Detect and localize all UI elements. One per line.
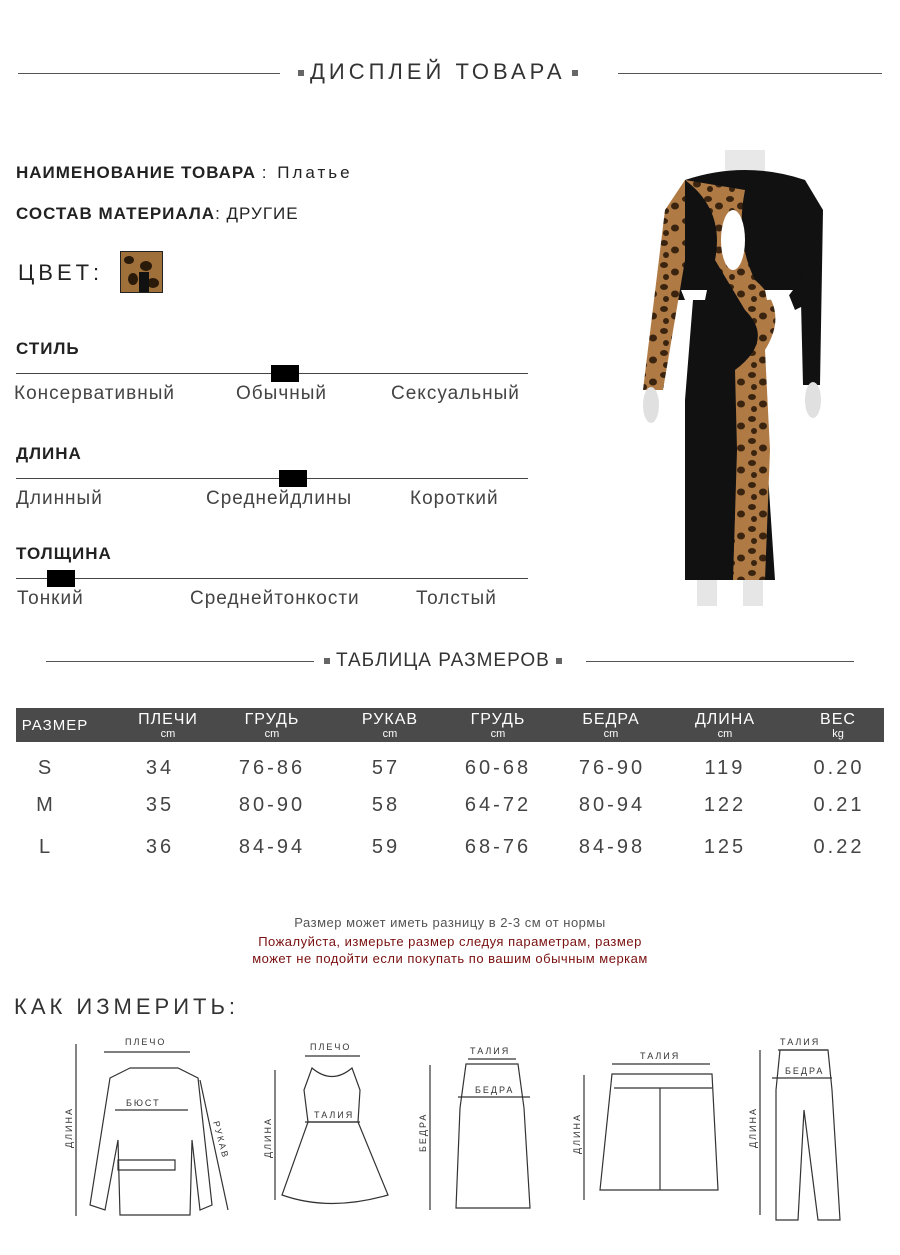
- scale-option: Сексуальный: [391, 383, 520, 404]
- table-cell: 68-76: [464, 836, 532, 858]
- material-label: СОСТАВ МАТЕРИАЛА: [16, 204, 216, 223]
- diagram-label: ДЛИНА: [572, 1113, 582, 1154]
- table-cell: S: [37, 757, 55, 779]
- diagram-label: БЕДРА: [785, 1066, 825, 1076]
- scale-title-style: СТИЛЬ: [16, 339, 80, 358]
- howto-title: КАК ИЗМЕРИТЬ:: [14, 994, 239, 1019]
- measure-diagrams: [0, 1030, 900, 1250]
- scale-option: Тонкий: [17, 588, 84, 609]
- size-title-text: ТАБЛИЦА РАЗМЕРОВ: [336, 650, 550, 671]
- scale-line-thickness: [16, 578, 528, 579]
- table-cell: 0.20: [813, 757, 865, 779]
- dress-illustration: [615, 150, 875, 610]
- product-name-row: [16, 163, 353, 183]
- table-cell: 59: [371, 836, 401, 858]
- header-divider-right: [618, 73, 882, 74]
- col-header-size: РАЗМЕР: [21, 717, 89, 734]
- scale-title-thickness: ТОЛЩИНА: [16, 544, 112, 563]
- diagram-label: РУКАВ: [211, 1119, 231, 1160]
- size-note: Размер может иметь разницу в 2-3 см от нормы: [294, 915, 606, 930]
- table-cell: 76-86: [238, 757, 306, 779]
- material-value: : ДРУГИЕ: [215, 204, 299, 223]
- col-header-chest: ГРУДЬ cm: [244, 711, 300, 740]
- scale-title-length: ДЛИНА: [16, 444, 82, 463]
- table-cell: M: [36, 794, 56, 816]
- product-name-label: НАИМЕНОВАНИЕ ТОВАРА: [16, 163, 257, 182]
- scale-option: Среднейтонкости: [190, 588, 360, 609]
- table-cell: 64-72: [464, 794, 532, 816]
- table-cell: 0.21: [813, 794, 865, 816]
- scale-option: Обычный: [236, 383, 327, 404]
- table-cell: 35: [145, 794, 175, 816]
- table-cell: 76-90: [578, 757, 646, 779]
- diagram-label: БЕДРА: [418, 1112, 428, 1152]
- display-section-title: [292, 59, 584, 85]
- col-header-weight: ВЕС kg: [820, 711, 856, 740]
- table-cell: 80-90: [238, 794, 306, 816]
- scale-marker-thickness: [47, 570, 75, 587]
- warning-note-line1: Пожалуйста, измерьте размер следуя параметрам, размер: [258, 934, 642, 949]
- scale-option: Консервативный: [14, 383, 175, 404]
- table-cell: 57: [371, 757, 401, 779]
- leopard-swatch-icon: [121, 252, 162, 292]
- diagram-label: ТАЛИЯ: [780, 1037, 821, 1047]
- table-cell: 84-98: [578, 836, 646, 858]
- header-divider-left: [18, 73, 280, 74]
- table-cell: 125: [703, 836, 747, 858]
- square-bullet-icon: [572, 70, 578, 76]
- square-bullet-icon: [298, 70, 304, 76]
- square-bullet-icon: [324, 658, 330, 664]
- table-cell: 60-68: [464, 757, 532, 779]
- display-title-text: ДИСПЛЕЙ ТОВАРА: [310, 59, 566, 84]
- scale-option: Короткий: [410, 488, 499, 509]
- diagram-label: ТАЛИЯ: [314, 1110, 355, 1120]
- diagram-label: ДЛИНА: [748, 1107, 758, 1148]
- scale-option: Длинный: [16, 488, 103, 509]
- product-image: [615, 150, 875, 610]
- table-cell: 119: [704, 757, 746, 779]
- square-bullet-icon: [556, 658, 562, 664]
- diagram-label: ДЛИНА: [64, 1107, 74, 1148]
- product-name-value: : Платье: [261, 163, 353, 182]
- size-section-title: [318, 650, 568, 672]
- col-header-chest-2: ГРУДЬ cm: [470, 711, 526, 740]
- measurement-diagrams: [0, 1030, 900, 1250]
- table-cell: 36: [145, 836, 175, 858]
- shorts-diagram: [572, 1051, 718, 1200]
- col-header-length: ДЛИНА cm: [694, 711, 756, 740]
- table-cell: 34: [145, 757, 175, 779]
- size-divider-right: [586, 661, 854, 662]
- material-row: [16, 204, 299, 224]
- table-cell: 58: [371, 794, 401, 816]
- color-swatch[interactable]: [120, 251, 163, 293]
- jacket-diagram: [64, 1037, 231, 1216]
- diagram-label: БЕДРА: [475, 1085, 515, 1095]
- size-table-header: [16, 708, 884, 742]
- scale-marker-length: [279, 470, 307, 487]
- scale-marker-style: [271, 365, 299, 382]
- scale-option: Толстый: [416, 588, 497, 609]
- warning-note-line2: может не подойти если покупать по вашим обычным меркам: [252, 951, 648, 966]
- col-header-hips: БЕДРА cm: [582, 711, 640, 740]
- size-divider-left: [46, 661, 314, 662]
- diagram-label: ДЛИНА: [263, 1117, 273, 1158]
- col-header-shoulders: ПЛЕЧИ cm: [138, 711, 198, 740]
- table-cell: L: [38, 836, 54, 858]
- table-cell: 0.22: [813, 836, 865, 858]
- diagram-label: ПЛЕЧО: [125, 1037, 167, 1047]
- table-cell: 84-94: [238, 836, 306, 858]
- diagram-label: БЮСТ: [126, 1098, 161, 1108]
- diagram-label: ПЛЕЧО: [310, 1042, 352, 1052]
- skirt-diagram: [418, 1046, 530, 1210]
- table-cell: 80-94: [578, 794, 646, 816]
- table-cell: 122: [703, 794, 747, 816]
- pants-diagram: [748, 1037, 840, 1220]
- color-label: ЦВЕТ:: [18, 260, 104, 285]
- diagram-label: ТАЛИЯ: [640, 1051, 681, 1061]
- scale-option: Среднейдлины: [206, 488, 353, 509]
- dress-diagram: [263, 1042, 388, 1204]
- col-header-sleeve: РУКАВ cm: [361, 711, 419, 740]
- diagram-label: ТАЛИЯ: [470, 1046, 511, 1056]
- scale-line-length: [16, 478, 528, 479]
